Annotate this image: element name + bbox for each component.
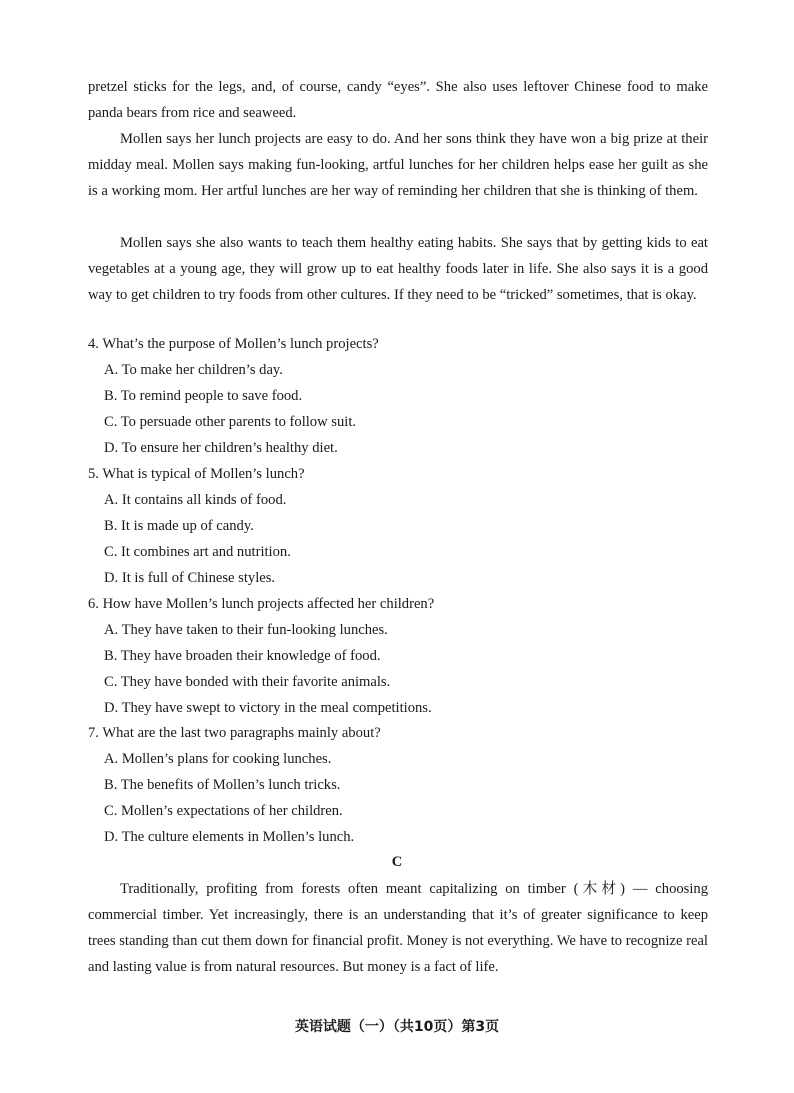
question-7-option-c: C. Mollen’s expectations of her children. <box>104 803 343 819</box>
question-5-option-d: D. It is full of Chinese styles. <box>104 570 276 586</box>
question-6-stem: 6. How have Mollen’s lunch projects affected her children? <box>88 596 435 612</box>
passage-paragraph-3: Mollen says she also wants to teach them healthy eating habits. She says that by getting kids to eat vegetables at a young age, they will grow up to eat healthy foods later in life. She also says it is a good way to get children to try foods from other cultures. If they need to be “tricked” sometimes, that is okay. <box>88 235 708 303</box>
question-5-option-b: B. It is made up of candy. <box>104 518 254 534</box>
question-5-stem: 5. What is typical of Mollen’s lunch? <box>88 466 305 482</box>
question-6-option-a: A. They have taken to their fun-looking lunches. <box>104 622 388 638</box>
question-6-option-c: C. They have bonded with their favorite animals. <box>104 674 391 690</box>
question-7-option-b: B. The benefits of Mollen’s lunch tricks. <box>104 777 341 793</box>
section-c-heading: C <box>391 854 403 870</box>
passage-paragraph-2: Mollen says her lunch projects are easy to do. And her sons think they have won a big prize at their midday meal. Mollen says making fun-looking, artful lunches for her children helps ease her guilt as she is a working mom. Her artful lunches are her way of reminding her children that she is thinking of them. <box>88 131 708 199</box>
question-4-option-a: A. To make her children’s day. <box>104 362 283 378</box>
question-7-option-a: A. Mollen’s plans for cooking lunches. <box>104 751 332 767</box>
section-c-paragraph: Traditionally, profiting from forests often meant capitalizing on timber (木材) — choosing commercial timber. Yet increasingly, there is an understanding that it’s of greater significance to keep trees standing than cut them down for financial profit. Money is not everything. We have to recognize real and lasting value is from natural resources. But money is a fact of life. <box>88 881 708 975</box>
page-footer: 英语试题（一）（共10页）第3页 <box>294 1019 500 1035</box>
question-7-stem: 7. What are the last two paragraphs mainly about? <box>88 725 381 741</box>
question-6-option-d: D. They have swept to victory in the meal competitions. <box>104 700 432 716</box>
question-5-option-c: C. It combines art and nutrition. <box>104 544 291 560</box>
question-6-option-b: B. They have broaden their knowledge of food. <box>104 648 381 664</box>
question-7-option-d: D. The culture elements in Mollen’s lunch. <box>104 829 355 845</box>
question-4-option-c: C. To persuade other parents to follow suit. <box>104 414 357 430</box>
question-4-option-d: D. To ensure her children’s healthy diet. <box>104 440 338 456</box>
passage-paragraph-1: pretzel sticks for the legs, and, of course, candy “eyes”. She also uses leftover Chinese food to make panda bears from rice and seaweed. <box>88 79 708 121</box>
question-4-stem: 4. What’s the purpose of Mollen’s lunch projects? <box>88 336 379 352</box>
question-5-option-a: A. It contains all kinds of food. <box>104 492 287 508</box>
question-4-option-b: B. To remind people to save food. <box>104 388 303 404</box>
